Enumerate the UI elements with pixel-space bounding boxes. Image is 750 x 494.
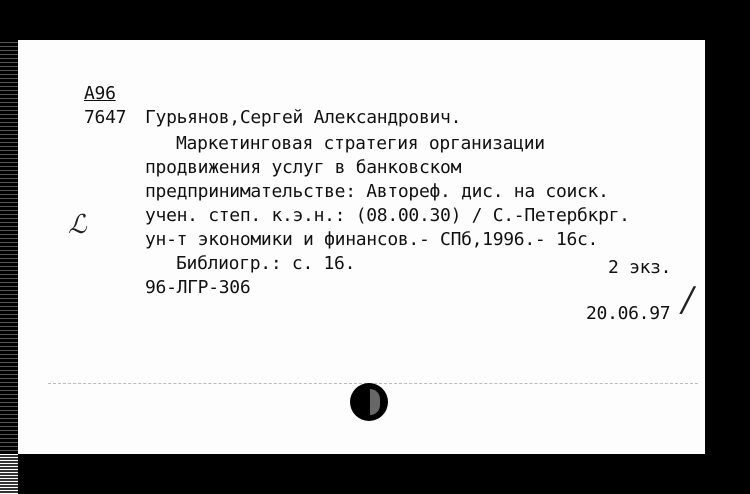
author-code: 7647 (84, 107, 127, 128)
title-line-4: учен. степ. к.э.н.: (08.00.30) / С.-Петербкрг. (145, 205, 630, 226)
title-line-3: предпринимательстве: Автореф. дис. на соиск. (145, 181, 609, 202)
card-punch-hole (350, 383, 388, 421)
scan-edge-right (705, 40, 750, 454)
author-heading: Гурьянов,Сергей Александрович. (145, 107, 462, 128)
call-number: А96 (84, 83, 116, 104)
bibliography-note: Библиогр.: с. 16. (176, 253, 356, 274)
copies-count: 2 экз. (608, 257, 672, 278)
handwritten-check: / (682, 280, 694, 320)
title-line-1: Маркетинговая стратегия организации (176, 133, 545, 154)
title-line-2: продвижения услуг в банковском (145, 157, 462, 178)
scan-edge-bottom-left (0, 454, 18, 494)
title-line-5: ун-т экономики и финансов.- СПб,1996.- 16с. (145, 229, 599, 250)
date-stamp: 20.06.97 (586, 303, 671, 324)
handwritten-mark: ℒ (68, 210, 87, 240)
scan-edge-left (0, 40, 18, 494)
accession-number: 96-ЛГР-306 (145, 277, 251, 298)
